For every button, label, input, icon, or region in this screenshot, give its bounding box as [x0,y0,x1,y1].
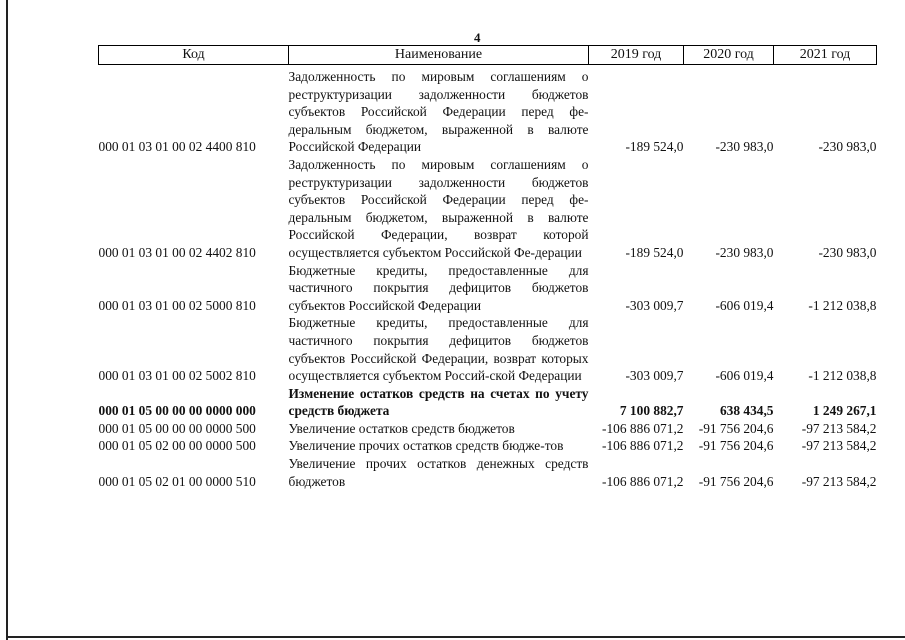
table-row-total [99,385,877,420]
row-name: Задолженность по мировым соглашениям о реструктуризации задолженности бюджетов субъектов Российской Федерации перед фе-деральным бюджетом, выраженной в валюте Российской Федерации, возврат которой осуществляется субъектом Российской Фе-дерации [288,156,589,260]
header-2020: 2020 год [684,46,774,65]
row-code: 000 01 03 01 00 02 5002 810 [98,368,256,384]
row-value-2019: -106 886 071,2 [602,420,684,436]
row-name: Увеличение прочих остатков денежных средств бюджетов [288,456,589,489]
page-number: 4 [474,30,481,45]
row-value-2021: -1 212 038,8 [808,368,877,384]
row-code: 000 01 03 01 00 02 4402 810 [98,244,256,260]
row-name: Увеличение прочих остатков средств бюдже-тов [288,438,564,454]
table-header-row [99,46,877,65]
table-row [99,262,877,315]
row-value-2019: -106 886 071,2 [602,473,684,489]
row-name: Бюджетные кредиты, предоставленные для частичного покрытия дефицитов бюджетов субъектов Российской Федерации [288,262,589,313]
row-value-2021: -97 213 584,2 [801,420,877,436]
header-name: Наименование [289,46,589,65]
row-code: 000 01 05 02 00 00 0000 500 [98,438,256,454]
row-value-2020: -91 756 204,6 [698,473,774,489]
row-value-2019: -106 886 071,2 [602,438,684,454]
row-value-2020: -606 019,4 [715,368,774,384]
page-frame-bottom-border [6,636,905,638]
row-value-2019: -303 009,7 [625,297,684,313]
row-value-2020: -91 756 204,6 [698,420,774,436]
row-value-2020: -91 756 204,6 [698,438,774,454]
row-value-2020: -230 983,0 [715,244,774,260]
row-value-2020: 638 434,5 [719,403,774,419]
table-row [99,420,877,438]
row-value-2020: -606 019,4 [715,297,774,313]
row-value-2021: -97 213 584,2 [801,473,877,489]
row-value-2019: -303 009,7 [625,368,684,384]
row-value-2020: -230 983,0 [715,139,774,155]
row-name: Задолженность по мировым соглашениям о реструктуризации задолженности бюджетов субъектов Российской Федерации перед фе-деральным бюджетом, выраженной в валюте Российской Федерации [288,69,589,155]
row-name: Изменение остатков средств на счетах по учету средств бюджета [288,385,589,419]
row-value-2019: 7 100 882,7 [619,403,684,419]
row-code: 000 01 03 01 00 02 4400 810 [98,139,256,155]
row-value-2019: -189 524,0 [625,244,684,260]
row-code: 000 01 05 02 01 00 0000 510 [98,473,256,489]
row-value-2021: -97 213 584,2 [801,438,877,454]
row-value-2021: -230 983,0 [818,244,877,260]
page-frame-left-border [6,0,8,640]
row-value-2021: 1 249 267,1 [812,403,877,419]
row-code: 000 01 03 01 00 02 5000 810 [98,297,256,313]
row-value-2019: -189 524,0 [625,139,684,155]
table-row [99,156,877,262]
row-code: 000 01 05 00 00 00 0000 500 [98,420,256,436]
header-2021: 2021 год [774,46,877,65]
header-2019: 2019 год [589,46,684,65]
header-code: Код [99,46,289,65]
table-row [99,314,877,384]
table-row [99,68,877,156]
row-value-2021: -1 212 038,8 [808,297,877,313]
table-row [99,455,877,490]
row-name: Бюджетные кредиты, предоставленные для частичного покрытия дефицитов бюджетов субъектов Российской Федерации, возврат которых осуществляется субъектом Россий-ской Федерации [288,315,589,384]
row-name: Увеличение остатков средств бюджетов [288,420,515,436]
table-row [99,437,877,455]
budget-sources-table [98,45,877,490]
row-code: 000 01 05 00 00 00 0000 000 [98,403,256,419]
row-value-2021: -230 983,0 [818,139,877,155]
